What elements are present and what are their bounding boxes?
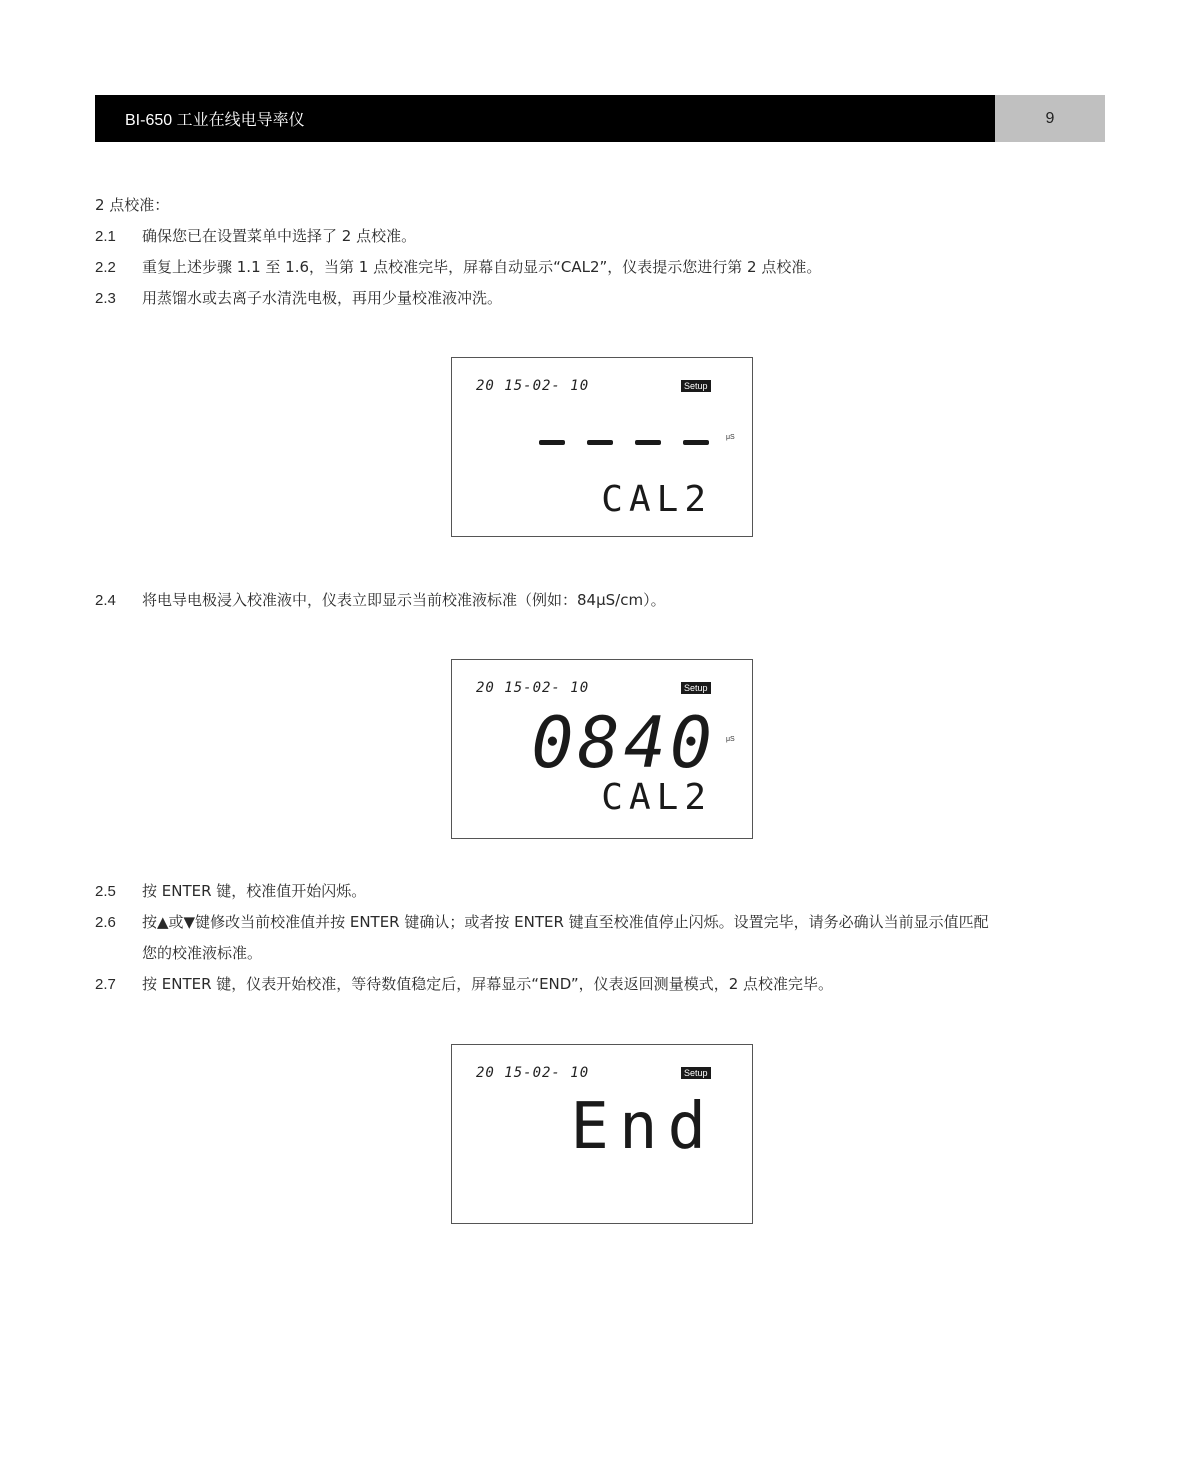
step-text: 按▲或▼键修改当前校准值并按 ENTER 键确认；或者按 ENTER 键直至校准值停止闪烁。设置完毕，请务必确认当前显示值匹配 [142,913,989,931]
lcd-display-end [451,1044,753,1224]
step-number: 2.5 [95,883,116,900]
step-number: 2.1 [95,228,116,245]
list-item [95,876,1110,907]
header-title: BI-650 工业在线电导率仪 [95,95,995,142]
setup-badge: Setup [681,380,711,392]
section-2pt-intro [95,190,1110,314]
lcd-display-cal2-value [451,659,753,839]
lcd-value: End [570,1090,716,1164]
lcd-display-cal2-dashes [451,357,753,537]
lcd-dash [683,440,709,445]
section-immerse [95,585,1110,616]
section-heading: 2 点校准： [95,196,170,214]
lcd-date: 20 15-02- 10 [476,1065,590,1081]
step-text: 按 ENTER 键，校准值开始闪烁。 [142,882,367,900]
page-number: 9 [995,95,1105,142]
list-item [95,585,1110,616]
list-item [95,907,1110,938]
lcd-mode-text: CAL2 [601,479,712,520]
lcd-date: 20 15-02- 10 [476,680,590,696]
setup-badge: Setup [681,1067,711,1079]
step-text: 确保您已在设置菜单中选择了 2 点校准。 [142,227,417,245]
step-text: 用蒸馏水或去离子水清洗电极，再用少量校准液冲洗。 [142,289,503,307]
list-item [95,969,1110,1000]
step-text: 您的校准液标准。 [142,944,263,962]
step-text: 重复上述步骤 1.1 至 1.6，当第 1 点校准完毕，屏幕自动显示“CAL2”，仪表提示您进行第 2 点校准。 [142,258,822,276]
page-header [95,95,1105,142]
section-confirm [95,876,1110,1000]
step-number: 2.6 [95,914,116,931]
step-number: 2.2 [95,259,116,276]
lcd-mode-text: CAL2 [601,777,712,818]
list-item [95,221,1110,252]
step-text: 按 ENTER 键，仪表开始校准，等待数值稳定后，屏幕显示“END”，仪表返回测量模式，2 点校准完毕。 [142,975,834,993]
setup-badge: Setup [681,682,711,694]
lcd-dash [539,440,565,445]
lcd-unit: μS [726,434,735,441]
list-item [95,283,1110,314]
step-number: 2.4 [95,592,116,609]
list-item-continuation [95,938,1110,969]
lcd-value: 0840 [531,702,716,784]
step-text: 将电导电极浸入校准液中，仪表立即显示当前校准液标准（例如：84μS/cm）。 [142,591,666,609]
lcd-dashes [539,440,709,450]
lcd-date: 20 15-02- 10 [476,378,590,394]
lcd-unit: μS [726,736,735,743]
step-number: 2.3 [95,290,116,307]
list-item [95,252,1110,283]
step-number: 2.7 [95,976,116,993]
lcd-dash [587,440,613,445]
lcd-dash [635,440,661,445]
